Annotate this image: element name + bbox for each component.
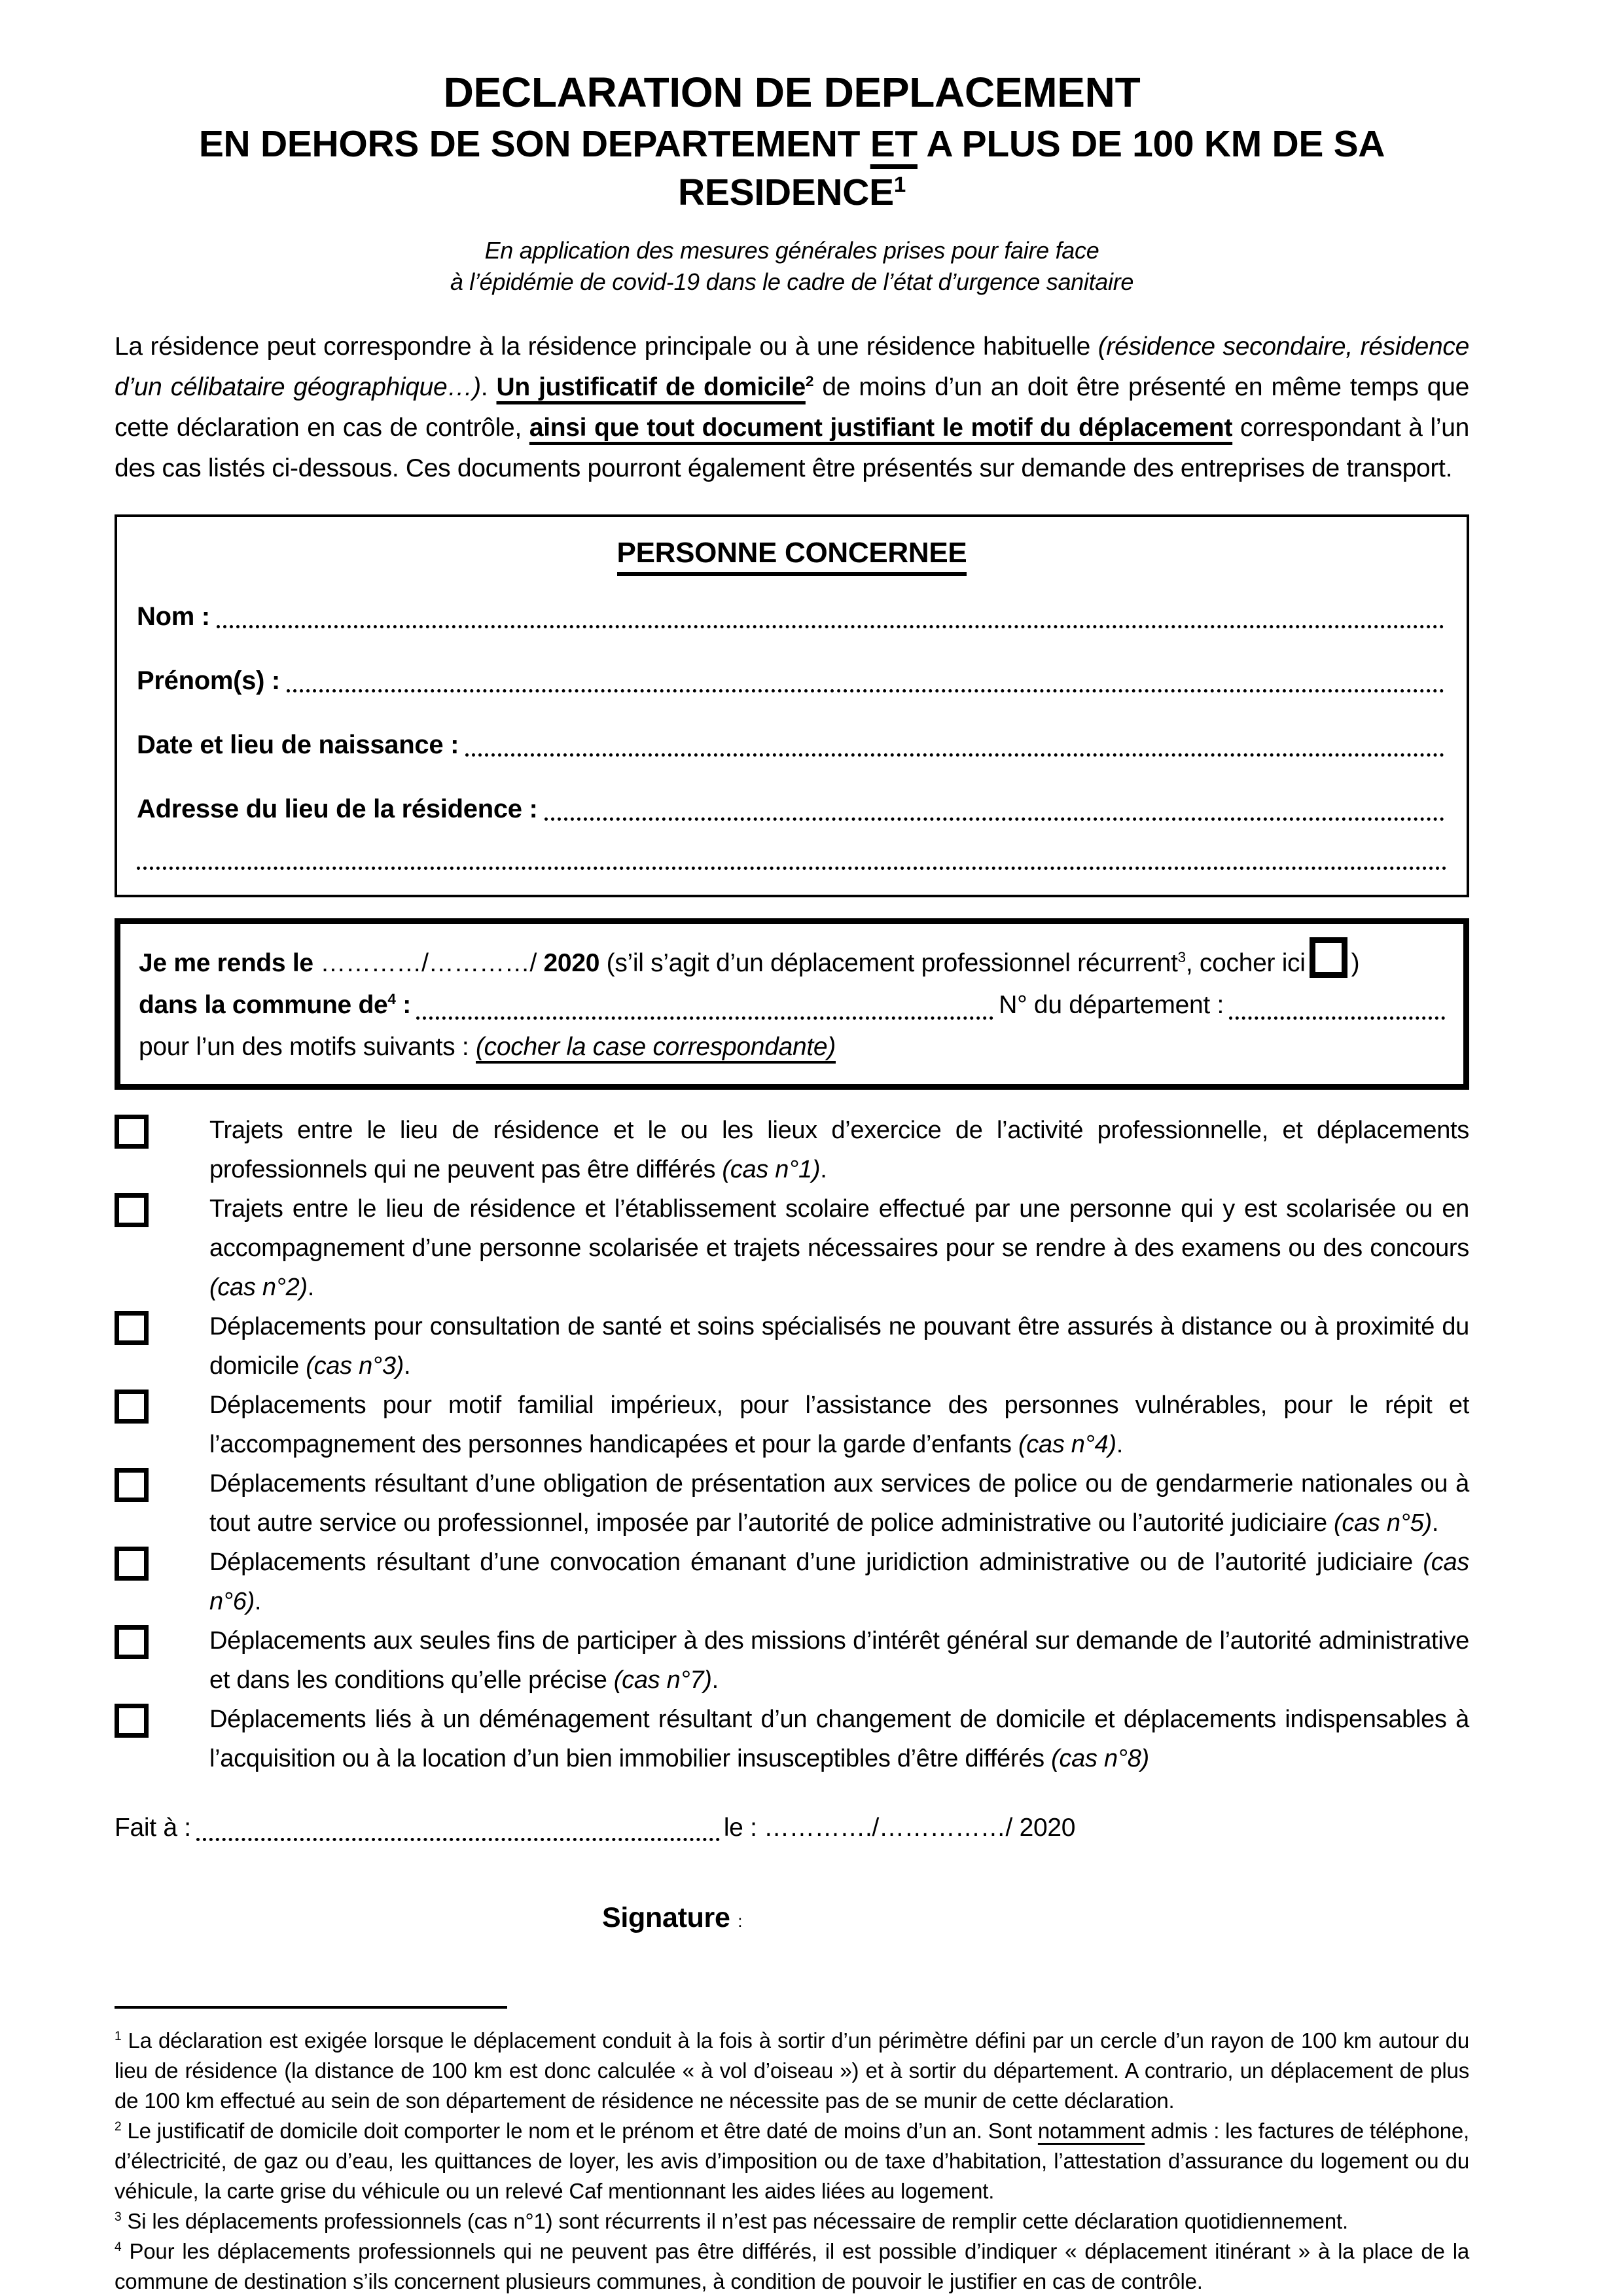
motif-3-seg: Déplacements pour consultation de santé et soins spécialisés ne pouvant être assurés à distance ou à proximité du domicile (209, 1313, 1469, 1380)
motif-5-checkbox-col (115, 1464, 209, 1543)
motif-7-cas: (cas n°7) (613, 1666, 712, 1694)
motif-8-cas: (cas n°8) (1051, 1745, 1149, 1772)
field-naissance (137, 728, 1447, 762)
footnote-2-text-b: admis : les factures de téléphone, d’électricité, de gaz ou d’eau, les quittances de loyer, les avis d’imposition ou de taxe d’habitation, l’attestation d’assurance du logement ou du véhicule, la carte grise du véhicule ou un relevé Caf mentionnant les aides liées au logement. (115, 2119, 1469, 2203)
motif-2-checkbox[interactable] (115, 1193, 149, 1227)
trip-line1 (139, 937, 1445, 984)
motif-1-seg: Trajets entre le lieu de résidence et le ou les lieux d’exercice de l’activité professionnelle, et déplacements professionnels qui ne peuvent pas être différés (209, 1117, 1469, 1183)
intro-motif-bold: ainsi que tout document justifiant le motif du déplacement (529, 414, 1233, 442)
motif-3-checkbox-col (115, 1307, 209, 1386)
motif-6-seg: Déplacements résultant d’une convocation émanant d’une juridiction administrative ou de l’autorité judiciaire (209, 1549, 1423, 1576)
intro-seg3: . (480, 373, 497, 401)
motif-1-end: . (820, 1156, 827, 1183)
motif-3-checkbox[interactable] (115, 1311, 149, 1345)
nom-input-line[interactable] (217, 625, 1444, 628)
footnote-3-text: Si les déplacements professionnels (cas n°1) sont récurrents il n’est pas nécessaire de remplir cette déclaration quotidiennement. (121, 2209, 1348, 2233)
footnote-1-text: La déclaration est exigée lorsque le déplacement conduit à la fois à sortir d’un périmètre défini par un cercle d’un rayon de 100 km autour du lieu de résidence (la distance de 100 km est donc calculée « à vol d’oiseau ») et à sortir du département. A contrario, un déplacement de plus de 100 km effectué au sein de son département de résidence ne nécessite pas de se munir de cette déclaration. (115, 2028, 1469, 2113)
motif-item-7 (115, 1621, 1469, 1700)
motif-item-8 (115, 1700, 1469, 1778)
motifs-intro-text: pour l’un des motifs suivants : (139, 1033, 476, 1061)
title-line2-pre: EN DEHORS DE SON DEPARTEMENT (198, 123, 870, 165)
motif-7-end: . (711, 1666, 719, 1694)
motif-2-seg: Trajets entre le lieu de résidence et l’établissement scolaire effectué par une personne qui y est scolarisée ou en accompagnement d’une personne scolarisée et trajets nécessaires pour se rendre à des examens ou des concours (209, 1195, 1469, 1262)
motif-item-3 (115, 1307, 1469, 1386)
motif-5-checkbox[interactable] (115, 1468, 149, 1502)
intro-seg1: La résidence peut correspondre à la résidence principale ou à une résidence habituelle (115, 332, 1098, 361)
personne-box-title (137, 537, 1447, 569)
subtitle-line2: à l’épidémie de covid-19 dans le cadre de l’état d’urgence sanitaire (450, 268, 1134, 295)
trip-line3 (139, 1026, 1445, 1068)
departement-label: N° du département : (999, 991, 1224, 1019)
trip-date-dots[interactable]: …………/…………/ (320, 949, 544, 977)
motif-5-seg: Déplacements résultant d’une obligation de présentation aux services de police ou de gendarmerie nationales ou à tout autre service ou professionnel, imposée par l’autorité de police administrative ou l’autorité judiciaire (209, 1470, 1469, 1537)
trip-line1-normal1: (s’il s’agit d’un déplacement professionnel récurrent (599, 949, 1178, 977)
motif-5-cas: (cas n°5) (1334, 1509, 1432, 1537)
motif-8-checkbox-col (115, 1700, 209, 1778)
footnote-2 (115, 2116, 1469, 2206)
motif-item-6 (115, 1543, 1469, 1621)
signature-block (602, 1902, 1469, 1934)
motif-7-checkbox[interactable] (115, 1625, 149, 1659)
field-nom (137, 600, 1447, 634)
motif-2-checkbox-col (115, 1189, 209, 1307)
trip-line2 (139, 984, 1445, 1026)
footnote-4-ref: 4 (115, 2240, 122, 2254)
trip-line1-bold: Je me rends le (139, 949, 321, 977)
footnote-2-ref: 2 (115, 2120, 122, 2134)
motif-item-2 (115, 1189, 1469, 1307)
motif-7-checkbox-col (115, 1621, 209, 1700)
motif-4-checkbox[interactable] (115, 1390, 149, 1424)
motif-item-4 (115, 1386, 1469, 1464)
personne-box-title-text: PERSONNE CONCERNEE (617, 537, 967, 576)
subtitle-line1: En application des mesures générales prises pour faire face (484, 237, 1099, 264)
motif-1-cas: (cas n°1) (722, 1156, 821, 1183)
motif-2-cas: (cas n°2) (209, 1274, 308, 1301)
motif-7-seg: Déplacements aux seules fins de participer à des missions d’intérêt général sur demande de l’autorité administrative et dans les conditions qu’elle précise (209, 1627, 1469, 1694)
field-adresse (137, 792, 1447, 826)
commune-footnote-ref-4: 4 (387, 991, 396, 1007)
deplacement-box (115, 918, 1469, 1090)
motif-item-5 (115, 1464, 1469, 1543)
prenom-label: Prénom(s) : (137, 666, 280, 695)
personne-concernee-box (115, 514, 1469, 897)
document-title-line1: DECLARATION DE DEPLACEMENT (443, 69, 1141, 116)
prenom-input-line[interactable] (287, 689, 1444, 692)
adresse-input-line[interactable] (544, 817, 1444, 821)
fait-a-line (115, 1810, 1469, 1846)
trip-footnote-ref-3: 3 (1177, 949, 1186, 965)
document-title-line2 (115, 120, 1469, 217)
footnote-1 (115, 2026, 1469, 2116)
footnote-2-text-a: Le justificatif de domicile doit comporter le nom et le prénom et être daté de moins d’un an. Sont (121, 2119, 1038, 2143)
naissance-input-line[interactable] (465, 753, 1444, 757)
motif-5-end: . (1431, 1509, 1439, 1537)
motif-8-checkbox[interactable] (115, 1704, 149, 1738)
motifs-checklist (115, 1111, 1469, 1778)
fait-a-input-line[interactable] (196, 1838, 720, 1841)
motif-6-cas: (cas n°6) (209, 1549, 1469, 1615)
motif-4-seg: Déplacements pour motif familial impérieux, pour l’assistance des personnes vulnérables, pour le répit et l’accompagnement des personnes handicapées et pour la garde d’enfants (209, 1391, 1469, 1458)
motif-2-text (209, 1189, 1469, 1307)
trip-line1-close: ) (1351, 949, 1360, 977)
adresse-input-line-2[interactable] (137, 860, 1447, 870)
commune-label (139, 984, 411, 1026)
trip-line1-normal2: , cocher ici (1185, 949, 1306, 977)
recurrent-checkbox[interactable] (1310, 937, 1347, 978)
motif-6-text (209, 1543, 1469, 1621)
signature-colon: : (738, 1911, 743, 1931)
motif-3-cas: (cas n°3) (306, 1352, 404, 1380)
footnote-4-text: Pour les déplacements professionnels qui ne peuvent pas être différés, il est possible d’indiquer « déplacement itinérant » à la place de la commune de destination s’ils concernent plusieurs communes, à condition de pouvoir le justifier en cas de contrôle. (115, 2239, 1469, 2293)
nom-label: Nom : (137, 602, 210, 631)
footnote-separator (115, 2006, 507, 2009)
motif-3-text (209, 1307, 1469, 1386)
motif-6-end: . (254, 1588, 262, 1615)
footnotes-section (115, 2026, 1469, 2296)
intro-justificatif-bold: Un justificatif de domicile (496, 373, 806, 401)
motif-4-end: . (1116, 1431, 1123, 1458)
trip-year: 2020 (543, 949, 600, 977)
intro-seg8: correspondant à l’un des cas listés ci-dessous. Ces documents pourront également être présentés sur demande des entreprises de transport. (115, 414, 1470, 482)
intro-footnote-ref-2: 2 (805, 373, 814, 389)
fait-a-label: Fait à : (115, 1814, 191, 1842)
cocher-case-instruction: (cocher la case correspondante) (475, 1033, 836, 1061)
title-footnote-ref: 1 (893, 173, 906, 197)
motif-1-text (209, 1111, 1469, 1189)
adresse-label: Adresse du lieu de la résidence : (137, 795, 538, 823)
signature-label: Signature (602, 1902, 730, 1933)
fait-date-text: le : …………./……………/ 2020 (723, 1814, 1076, 1842)
motif-8-text (209, 1700, 1469, 1778)
motif-2-end: . (307, 1274, 315, 1301)
motif-item-1 (115, 1111, 1469, 1189)
document-subtitle (115, 235, 1469, 298)
motif-6-checkbox[interactable] (115, 1547, 149, 1581)
naissance-label: Date et lieu de naissance : (137, 730, 459, 759)
title-line2-underlined-et: ET (870, 123, 918, 165)
motif-4-checkbox-col (115, 1386, 209, 1464)
motif-3-end: . (404, 1352, 411, 1380)
motif-1-checkbox[interactable] (115, 1115, 149, 1149)
intro-seg2-italic: (résidence secondaire, résidence d’un célibataire géographique…) (115, 332, 1469, 401)
footnote-1-ref: 1 (115, 2030, 122, 2043)
commune-label-text: dans la commune de (139, 991, 388, 1019)
departement-input-line[interactable] (1229, 1016, 1445, 1020)
motif-5-text (209, 1464, 1469, 1543)
commune-input-line[interactable] (416, 1016, 993, 1020)
footnote-3 (115, 2206, 1469, 2236)
motif-6-checkbox-col (115, 1543, 209, 1621)
footnote-3-ref: 3 (115, 2210, 122, 2224)
footnote-2-underlined: notamment (1037, 2119, 1145, 2143)
title-line2-post: A PLUS DE 100 KM DE SA RESIDENCE (678, 123, 1385, 213)
motif-8-seg: Déplacements liés à un déménagement résultant d’un changement de domicile et déplacements indispensables à l’acquisition ou à la location d’un bien immobilier insusceptibles d’être différés (209, 1706, 1469, 1772)
footnote-4 (115, 2236, 1469, 2296)
motif-4-cas: (cas n°4) (1018, 1431, 1116, 1458)
intro-seg6: de moins d’un an doit être présenté en même temps que cette déclaration en cas de contrôle, (115, 373, 1469, 442)
motif-7-text (209, 1621, 1469, 1700)
motif-4-text (209, 1386, 1469, 1464)
commune-colon: : (395, 991, 411, 1019)
field-prenom (137, 664, 1447, 698)
intro-paragraph (115, 327, 1469, 489)
motif-1-checkbox-col (115, 1111, 209, 1189)
